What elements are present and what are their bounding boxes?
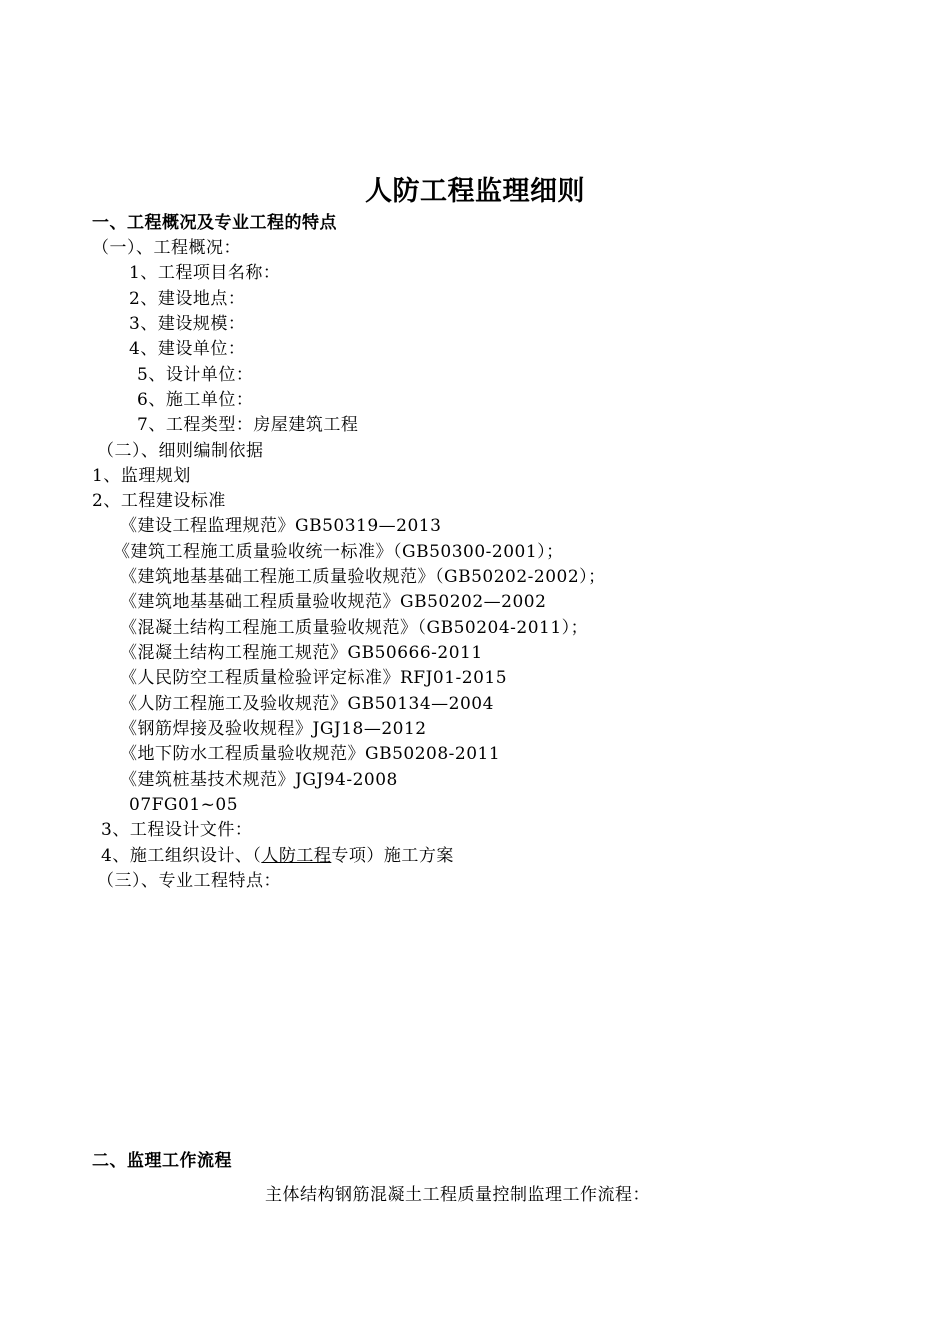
standard-item: 《建筑工程施工质量验收统一标准》（GB50300-2001）； xyxy=(113,542,564,562)
section2-subtitle: 主体结构钢筋混凝土工程质量控制监理工作流程： xyxy=(265,1185,650,1205)
overview-item: 6、施工单位： xyxy=(137,390,254,410)
overview-item: 2、建设地点： xyxy=(129,289,246,309)
basis-item: 1、监理规划 xyxy=(92,466,191,486)
overview-item: 7、工程类型：房屋建筑工程 xyxy=(137,415,359,435)
standard-item: 《地下防水工程质量验收规范》GB50208-2011 xyxy=(120,744,501,764)
standard-item: 《人民防空工程质量检验评定标准》RFJ01-2015 xyxy=(120,668,508,688)
basis-item-underlined: 人防工程 xyxy=(261,846,332,866)
standard-item: 《混凝土结构工程施工质量验收规范》（GB50204-2011）； xyxy=(120,618,589,638)
overview-heading: （一）、工程概况： xyxy=(92,238,241,258)
standard-item: 《人防工程施工及验收规范》GB50134—2004 xyxy=(120,694,494,714)
overview-item: 1、工程项目名称： xyxy=(129,263,281,283)
basis-item: 3、工程设计文件： xyxy=(101,820,253,840)
features-heading: （三）、专业工程特点： xyxy=(97,871,281,891)
basis-item-construction-plan xyxy=(101,844,454,868)
basis-item-suffix: 专项）施工方案 xyxy=(331,846,454,866)
overview-item: 5、设计单位： xyxy=(137,365,254,385)
section2-heading: 二、监理工作流程 xyxy=(92,1151,232,1171)
standard-item: 《钢筋焊接及验收规程》JGJ18—2012 xyxy=(120,719,427,739)
standard-item: 《建设工程监理规范》GB50319—2013 xyxy=(120,516,442,536)
standard-item: 《建筑桩基技术规范》JGJ94-2008 xyxy=(120,770,398,790)
overview-item: 4、建设单位： xyxy=(129,339,246,359)
document-title: 人防工程监理细则 xyxy=(365,176,585,207)
basis-item: 2、工程建设标准 xyxy=(92,491,226,511)
overview-item: 3、建设规模： xyxy=(129,314,246,334)
standard-item: 《建筑地基基础工程施工质量验收规范》（GB50202-2002）； xyxy=(120,567,606,587)
standard-item: 《建筑地基基础工程质量验收规范》GB50202—2002 xyxy=(120,592,547,612)
basis-item-prefix: 4、施工组织设计、（ xyxy=(101,846,262,866)
section1-heading: 一、工程概况及专业工程的特点 xyxy=(92,213,337,233)
standard-item: 07FG01~05 xyxy=(129,795,239,815)
standard-item: 《混凝土结构工程施工规范》GB50666-2011 xyxy=(120,643,483,663)
basis-heading: （二）、细则编制依据 xyxy=(97,441,264,461)
